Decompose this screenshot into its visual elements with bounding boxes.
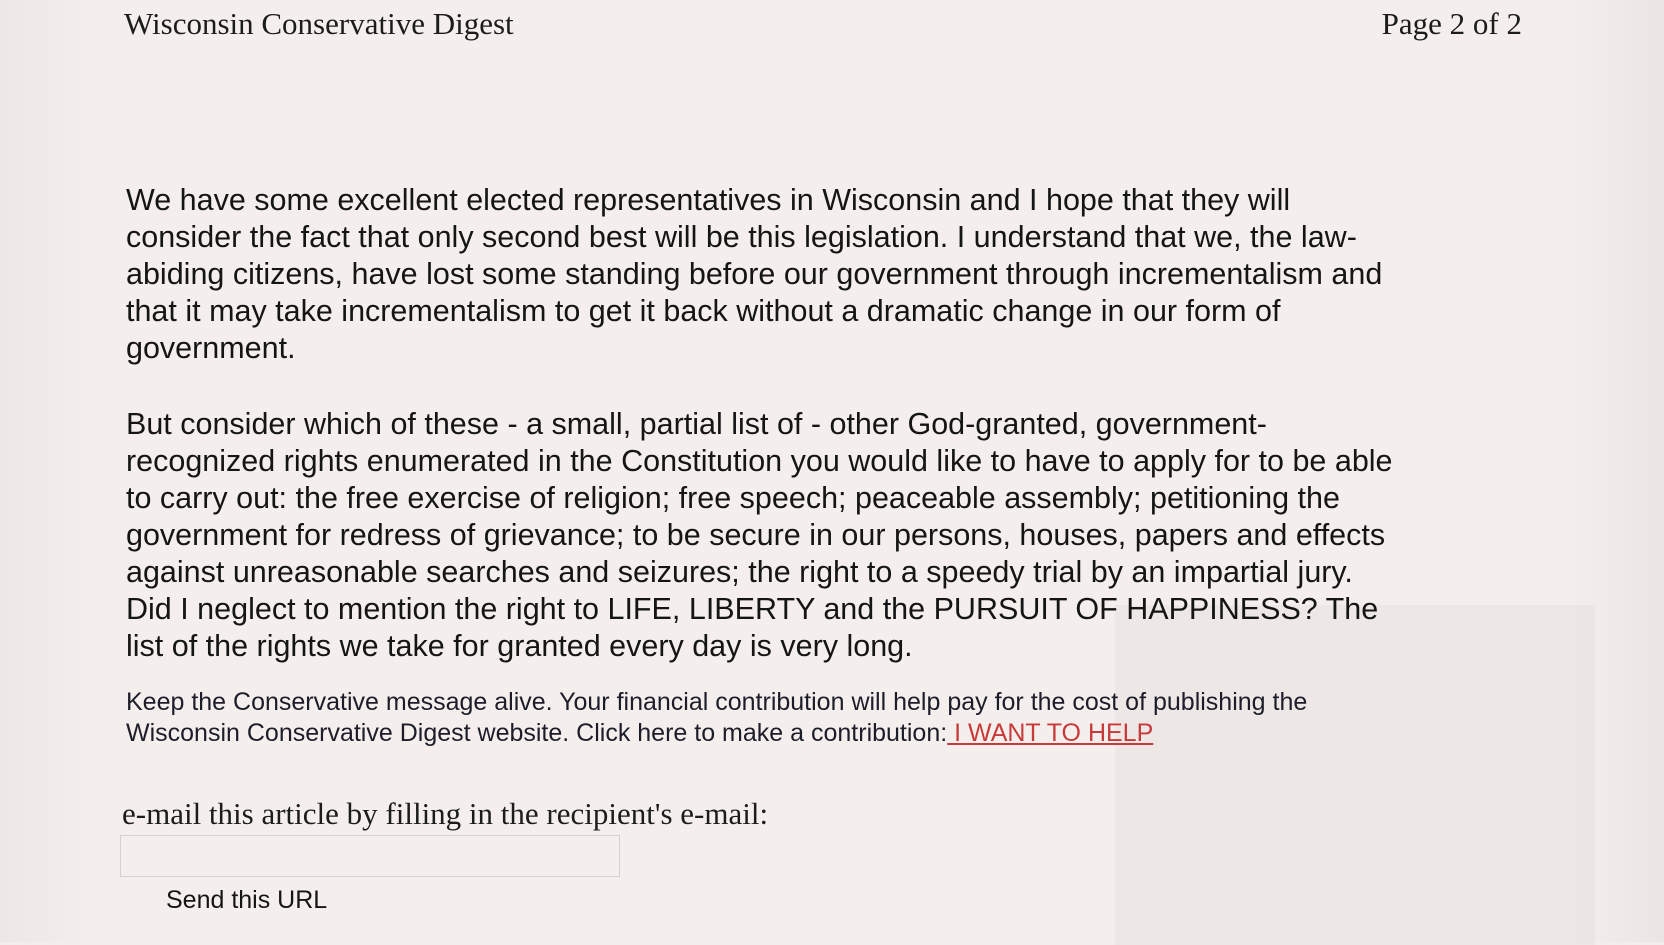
paragraph-line: consider the fact that only second best will be this legislation. I understand that we, the law- <box>126 220 1357 254</box>
send-url-button[interactable]: Send this URL <box>156 886 337 915</box>
article-paragraph-2 <box>126 406 1546 665</box>
want-to-help-link[interactable]: I WANT TO HELP <box>947 719 1154 747</box>
recipient-email-input[interactable] <box>120 835 620 877</box>
article-paragraph-1 <box>126 182 1546 367</box>
contribution-line-2 <box>126 718 1307 749</box>
paragraph-line: We have some excellent elected representatives in Wisconsin and I hope that they will <box>126 183 1291 217</box>
paragraph-line: against unreasonable searches and seizures; the right to a speedy trial by an impartial jury. <box>126 555 1353 589</box>
paragraph-line: But consider which of these - a small, partial list of - other God-granted, government- <box>126 407 1267 441</box>
page-indicator: Page 2 of 2 <box>1381 6 1522 41</box>
paragraph-line: government. <box>126 331 296 365</box>
contribution-text: Wisconsin Conservative Digest website. Click here to make a contribution: <box>126 719 948 747</box>
publication-title: Wisconsin Conservative Digest <box>124 6 514 41</box>
paragraph-line: recognized rights enumerated in the Constitution you would like to have to apply for to be able <box>126 444 1393 478</box>
paragraph-line: government for redress of grievance; to be secure in our persons, houses, papers and effects <box>126 518 1386 552</box>
contribution-line-1: Keep the Conservative message alive. Your financial contribution will help pay for the cost of publishing the <box>126 688 1308 716</box>
paragraph-line: list of the rights we take for granted every day is very long. <box>126 629 913 663</box>
paragraph-line: abiding citizens, have lost some standing before our government through incrementalism and <box>126 257 1383 291</box>
paragraph-line: Did I neglect to mention the right to LIFE, LIBERTY and the PURSUIT OF HAPPINESS? The <box>126 592 1379 626</box>
contribution-notice <box>126 687 1307 749</box>
paragraph-line: to carry out: the free exercise of religion; free speech; peaceable assembly; petitioning the <box>126 481 1340 515</box>
email-form-label: e-mail this article by filling in the recipient's e-mail: <box>122 796 769 831</box>
paragraph-line: that it may take incrementalism to get it back without a dramatic change in our form of <box>126 294 1281 328</box>
